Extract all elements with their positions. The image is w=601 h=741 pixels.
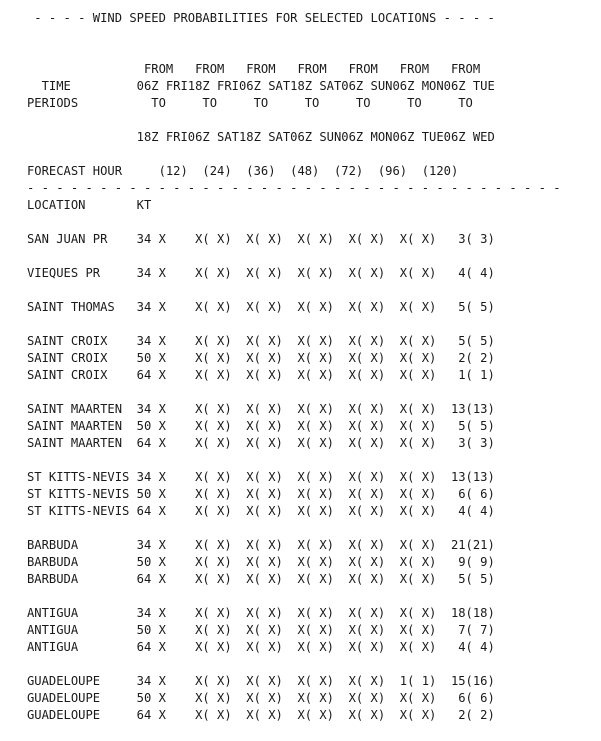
blank-line — [27, 384, 601, 401]
table-row: SAINT MAARTEN 64 X X( X) X( X) X( X) X( X) X( X) 3( 3) — [27, 436, 495, 450]
table-row: SAINT MAARTEN 50 X X( X) X( X) X( X) X( X) X( X) 5( 5) — [27, 419, 495, 433]
table-row: SAINT CROIX 50 X X( X) X( X) X( X) X( X) X( X) 2( 2) — [27, 351, 495, 365]
product-title: - - - - WIND SPEED PROBABILITIES FOR SELECTED LOCATIONS - - - - — [27, 11, 495, 25]
table-row: BARBUDA 34 X X( X) X( X) X( X) X( X) X( X) 21(21) — [27, 538, 495, 552]
blank-line — [27, 724, 601, 741]
table-row: ST KITTS-NEVIS 50 X X( X) X( X) X( X) X( X) X( X) 6( 6) — [27, 487, 495, 501]
header-from-row: FROM FROM FROM FROM FROM FROM FROM — [27, 62, 495, 76]
blank-line — [27, 588, 601, 605]
table-row: SAINT CROIX 34 X X( X) X( X) X( X) X( X) X( X) 5( 5) — [27, 334, 495, 348]
table-row: SAINT CROIX 64 X X( X) X( X) X( X) X( X) X( X) 1( 1) — [27, 368, 495, 382]
table-row: ANTIGUA 34 X X( X) X( X) X( X) X( X) X( X) 18(18) — [27, 606, 495, 620]
table-row: SAINT MAARTEN 34 X X( X) X( X) X( X) X( X) X( X) 13(13) — [27, 402, 495, 416]
blank-line — [27, 316, 601, 333]
blank-line — [27, 214, 601, 231]
blank-line — [27, 452, 601, 469]
table-row: ANTIGUA 50 X X( X) X( X) X( X) X( X) X( X) 7( 7) — [27, 623, 495, 637]
header-from-time-row: TIME 06Z FRI18Z FRI06Z SAT18Z SAT06Z SUN06Z MON06Z TUE — [27, 79, 495, 93]
dashed-separator: - - - - - - - - - - - - - - - - - - - - - - - - - - - - - - - - - - - - - — [27, 181, 561, 195]
location-header-row: LOCATION KT — [27, 198, 152, 212]
blank-line — [27, 520, 601, 537]
blank-line — [27, 656, 601, 673]
table-row: GUADELOUPE 34 X X( X) X( X) X( X) X( X) 1( 1) 15(16) — [27, 674, 495, 688]
table-row: ST KITTS-NEVIS 64 X X( X) X( X) X( X) X( X) X( X) 4( 4) — [27, 504, 495, 518]
blank-line — [27, 112, 601, 129]
table-row: BARBUDA 64 X X( X) X( X) X( X) X( X) X( X) 5( 5) — [27, 572, 495, 586]
table-row: SAN JUAN PR 34 X X( X) X( X) X( X) X( X) X( X) 3( 3) — [27, 232, 495, 246]
table-row: SAINT THOMAS 34 X X( X) X( X) X( X) X( X) X( X) 5( 5) — [27, 300, 495, 314]
blank-line — [27, 282, 601, 299]
table-row: GUADELOUPE 50 X X( X) X( X) X( X) X( X) X( X) 6( 6) — [27, 691, 495, 705]
table-row: GUADELOUPE 64 X X( X) X( X) X( X) X( X) X( X) 2( 2) — [27, 708, 495, 722]
blank-line — [27, 248, 601, 265]
header-to-row: PERIODS TO TO TO TO TO TO TO — [27, 96, 495, 110]
blank-line — [27, 44, 601, 61]
table-row: BARBUDA 50 X X( X) X( X) X( X) X( X) X( X) 9( 9) — [27, 555, 495, 569]
table-row: VIEQUES PR 34 X X( X) X( X) X( X) X( X) X( X) 4( 4) — [27, 266, 495, 280]
header-to-time-row: 18Z FRI06Z SAT18Z SAT06Z SUN06Z MON06Z TUE06Z WED — [27, 130, 495, 144]
blank-line — [27, 27, 601, 44]
table-row: ST KITTS-NEVIS 34 X X( X) X( X) X( X) X( X) X( X) 13(13) — [27, 470, 495, 484]
blank-line — [27, 146, 601, 163]
forecast-hour-row: FORECAST HOUR (12) (24) (36) (48) (72) (96) (120) — [27, 164, 459, 178]
table-row: ANTIGUA 64 X X( X) X( X) X( X) X( X) X( X) 4( 4) — [27, 640, 495, 654]
